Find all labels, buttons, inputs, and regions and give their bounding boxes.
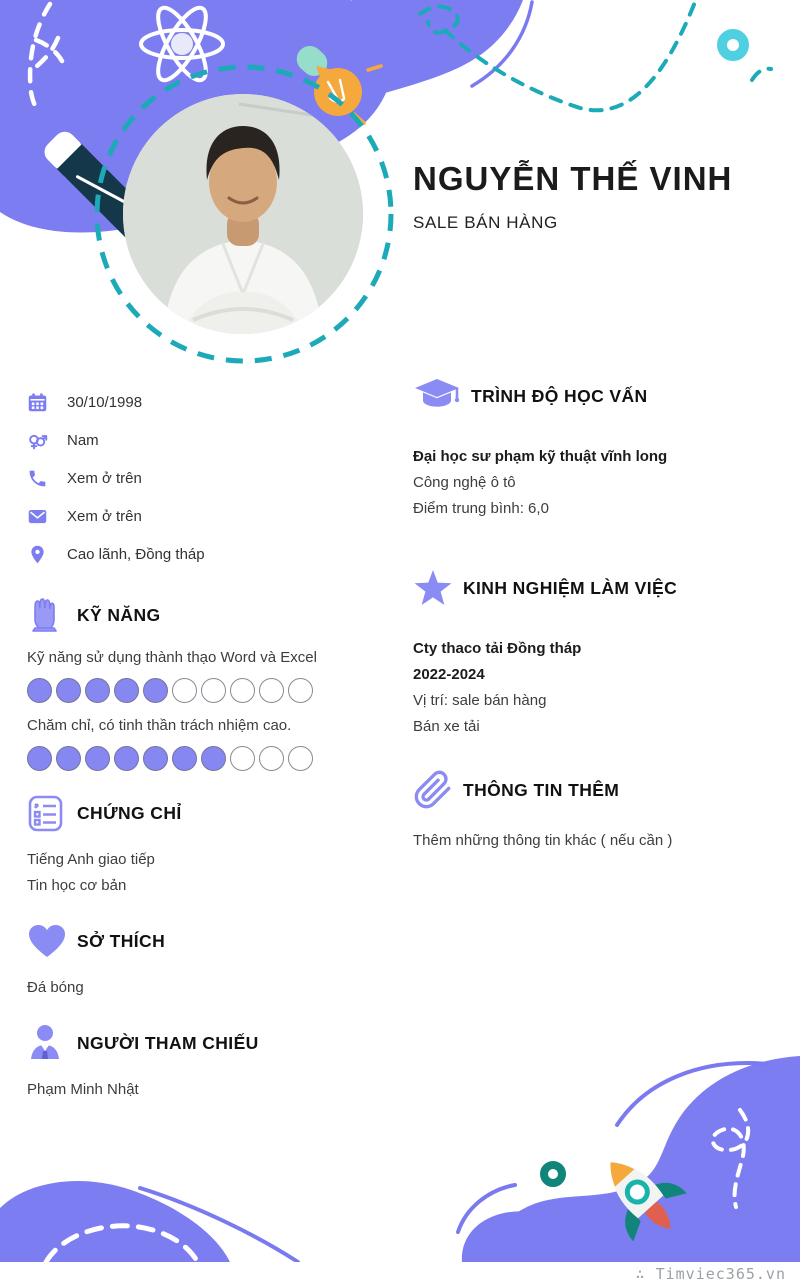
skill-dot <box>85 678 110 703</box>
profile-photo <box>123 94 363 334</box>
graduation-cap-icon <box>413 376 463 416</box>
person-icon <box>27 1023 69 1063</box>
purple-blob-bottom-left <box>0 1181 230 1262</box>
profile-photo-illustration <box>123 94 363 334</box>
skill-dot <box>259 746 284 771</box>
heart-icon <box>27 921 69 961</box>
certificate-item: Tin học cơ bản <box>27 877 127 894</box>
skill-dot <box>230 678 255 703</box>
gender-value: Nam <box>67 431 99 449</box>
section-head-additional <box>413 770 789 810</box>
hobby-item: Đá bóng <box>27 979 84 996</box>
skill-dot <box>201 678 226 703</box>
section-head-education <box>413 376 789 416</box>
skill-item <box>27 717 387 771</box>
education-title: TRÌNH ĐỘ HỌC VẤN <box>471 385 648 406</box>
hobbies-title: SỞ THÍCH <box>77 930 166 951</box>
experience-title: KINH NGHIỆM LÀM VIỆC <box>463 577 678 598</box>
education-major: Công nghệ ô tô <box>413 474 516 491</box>
skill-label: Kỹ năng sử dụng thành thạo Word và Excel <box>27 649 317 666</box>
phone-value: Xem ở trên <box>67 469 142 487</box>
brand-watermark: ∴ Timviec365.vn <box>635 1265 786 1283</box>
section-head-hobbies <box>27 921 387 961</box>
skill-item <box>27 649 387 703</box>
left-column <box>27 383 387 1103</box>
right-column <box>413 376 789 854</box>
skill-dot <box>201 746 226 771</box>
info-row-email <box>27 497 387 535</box>
candidate-name: NGUYỄN THẾ VINH <box>413 160 733 197</box>
checklist-icon <box>27 793 69 833</box>
additional-note: Thêm những thông tin khác ( nếu cần ) <box>413 832 673 849</box>
skill-dots <box>27 678 387 703</box>
skill-dot <box>288 678 313 703</box>
donut-circle-bottom-icon <box>544 1165 562 1183</box>
skill-dot <box>143 746 168 771</box>
skill-dot <box>288 746 313 771</box>
skill-label: Chăm chỉ, có tinh thần trách nhiệm cao. <box>27 717 292 734</box>
info-row-birthday <box>27 383 387 421</box>
info-row-phone <box>27 459 387 497</box>
skills-title: KỸ NĂNG <box>77 604 161 625</box>
hand-icon <box>27 595 69 635</box>
location-icon <box>27 544 48 565</box>
skill-dot <box>143 678 168 703</box>
section-head-certificates <box>27 793 387 833</box>
skill-dot <box>27 678 52 703</box>
experience-company: Cty thaco tải Đồng tháp <box>413 640 582 657</box>
education-gpa: Điểm trung bình: 6,0 <box>413 500 549 517</box>
experience-position: Vị trí: sale bán hàng <box>413 692 547 709</box>
calendar-icon <box>27 392 48 413</box>
additional-title: THÔNG TIN THÊM <box>463 779 620 800</box>
section-head-experience <box>413 568 789 608</box>
reference-item: Phạm Minh Nhật <box>27 1081 139 1098</box>
skill-dot <box>172 678 197 703</box>
experience-detail: Bán xe tải <box>413 718 480 735</box>
info-row-gender <box>27 421 387 459</box>
candidate-job-title: SALE BÁN HÀNG <box>413 213 558 232</box>
skill-dot <box>56 678 81 703</box>
birthday-value: 30/10/1998 <box>67 393 143 411</box>
gender-icon <box>27 430 48 451</box>
email-icon <box>27 506 48 527</box>
info-row-location <box>27 535 387 573</box>
certificates-title: CHỨNG CHỈ <box>77 802 182 823</box>
skill-dot <box>56 746 81 771</box>
skill-dot <box>85 746 110 771</box>
skill-dot <box>259 678 284 703</box>
paperclip-icon <box>413 770 455 810</box>
skill-dots <box>27 746 387 771</box>
star-icon <box>413 568 455 608</box>
education-school: Đại học sư phạm kỹ thuật vĩnh long <box>413 448 668 465</box>
skill-dot <box>114 746 139 771</box>
skill-dot <box>230 746 255 771</box>
experience-period: 2022-2024 <box>413 666 485 683</box>
location-value: Cao lãnh, Đồng tháp <box>67 545 205 563</box>
certificate-item: Tiếng Anh giao tiếp <box>27 851 155 868</box>
references-title: NGƯỜI THAM CHIẾU <box>77 1032 259 1053</box>
skill-dot <box>172 746 197 771</box>
donut-circle-icon <box>722 34 744 56</box>
section-head-skills <box>27 595 387 635</box>
email-value: Xem ở trên <box>67 507 142 525</box>
skill-dot <box>27 746 52 771</box>
section-head-references <box>27 1023 387 1063</box>
phone-icon <box>27 468 48 489</box>
skill-dot <box>114 678 139 703</box>
